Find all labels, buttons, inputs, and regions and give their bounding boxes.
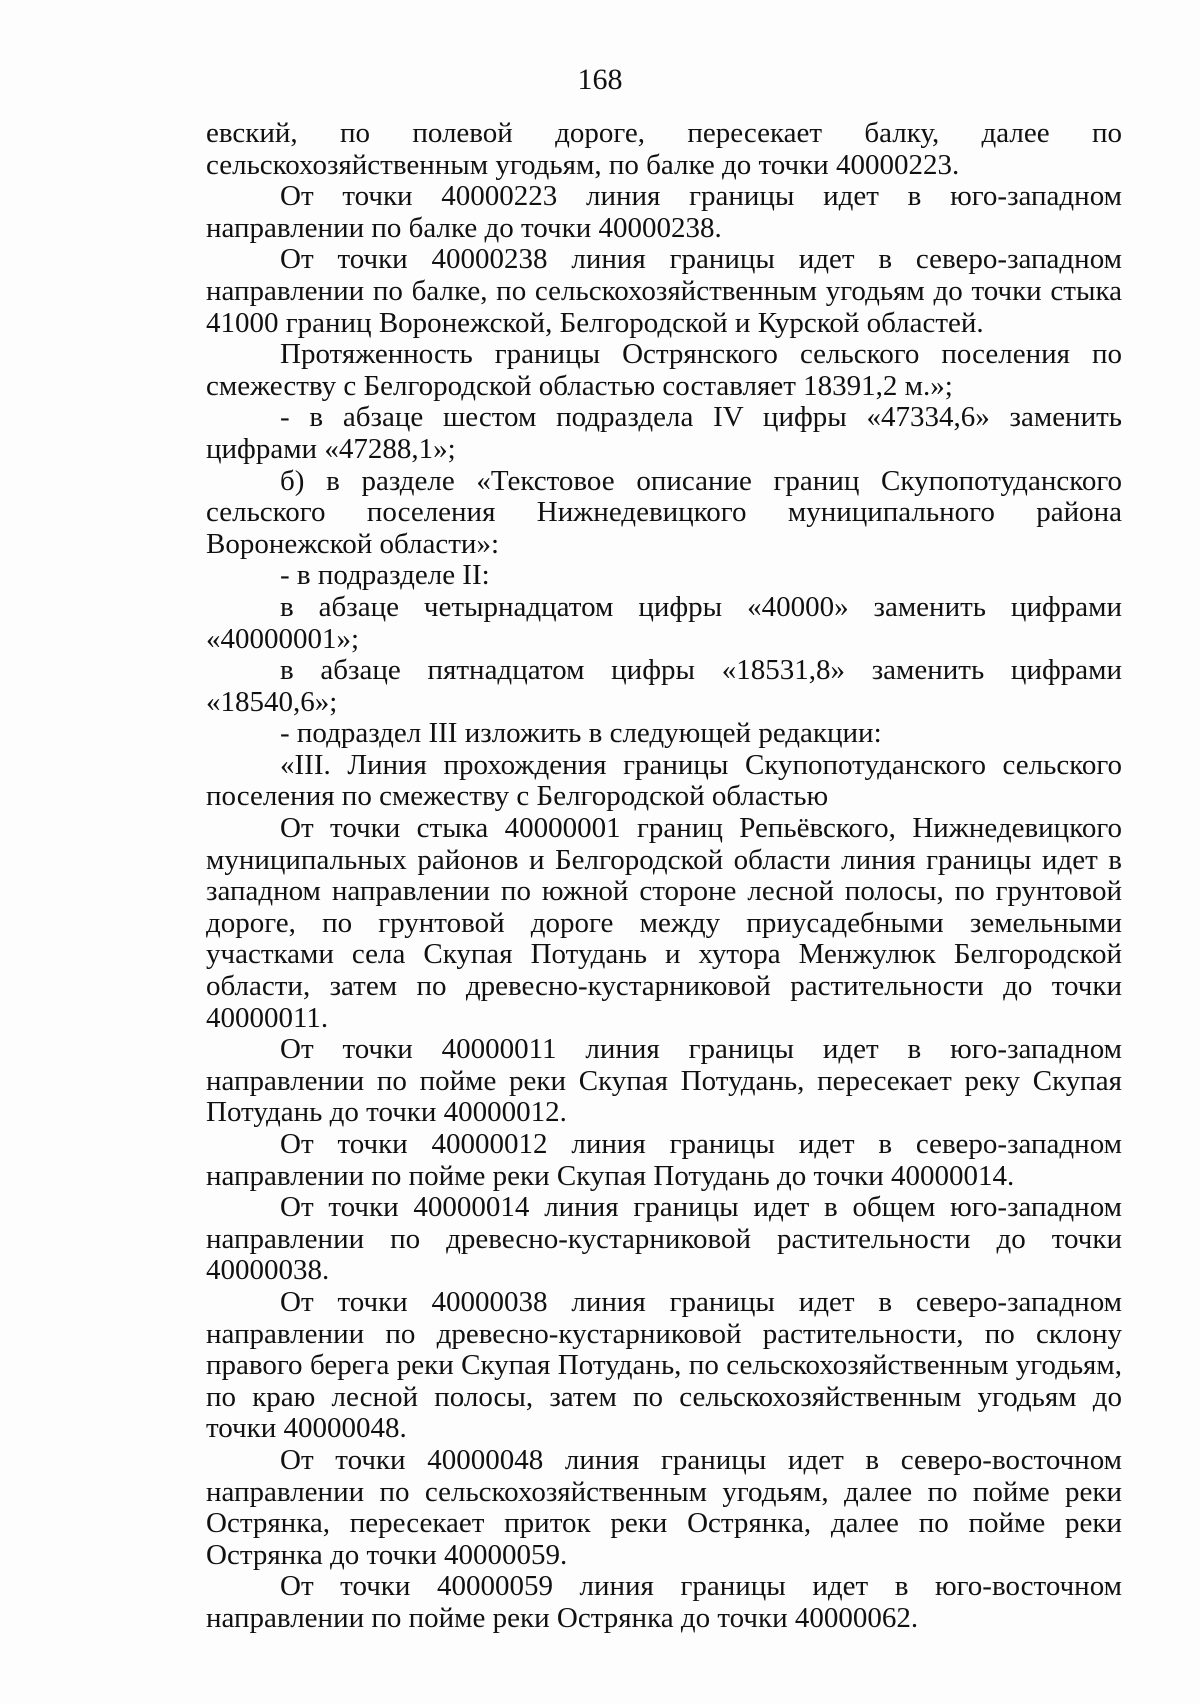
paragraph: Протяженность границы Острянского сельского поселения по смежеству с Белгородской областью составляет 18391,2 м.»; (206, 338, 1122, 402)
paragraph: От точки 40000059 линия границы идет в юго-восточном направлении по пойме реки Острянка до точки 40000062. (206, 1570, 1122, 1634)
paragraph: От точки 40000011 линия границы идет в юго-западном направлении по пойме реки Скупая Потудань, пересекает реку Скупая Потудань до точки 40000012. (206, 1033, 1122, 1129)
paragraph: «III. Линия прохождения границы Скупопотуданского сельского поселения по смежеству с Белгородской областью (206, 748, 1122, 813)
paragraph: в абзаце пятнадцатом цифры «18531,8» заменить цифрами «18540,6»; (206, 654, 1122, 718)
paragraph: От точки 40000048 линия границы идет в северо-восточном направлении по сельскохозяйственным угодьям, далее по пойме реки Острянка, пересекает приток реки Острянка, далее по пойме реки Острянка до точки 40000059. (206, 1443, 1122, 1571)
paragraph: От точки 40000014 линия границы идет в общем юго-западном направлении по древесно-кустарниковой растительности до точки 40000038. (206, 1191, 1122, 1287)
paragraph: в абзаце четырнадцатом цифры «40000» заменить цифрами «40000001»; (206, 590, 1122, 655)
paragraph: От точки 40000012 линия границы идет в северо-западном направлении по пойме реки Скупая Потудань до точки 40000014. (206, 1128, 1122, 1192)
paragraph: От точки стыка 40000001 границ Репьёвского, Нижнедевицкого муниципальных районов и Белгородской области линия границы идет в западном направлении по южной стороне лесной полосы, по грунтовой дороге, по грунтовой дороге между приусадебными земельными участками села Скупая Потудань и хутора Менжулюк Белгородской области, затем по древесно-кустарниковой растительности до точки 40000011. (206, 812, 1122, 1034)
paragraph: От точки 40000223 линия границы идет в юго-западном направлении по балке до точки 40000238. (206, 180, 1122, 244)
document-body (206, 118, 1122, 1635)
paragraph: - подраздел III изложить в следующей редакции: (280, 717, 882, 750)
paragraph: - в подразделе II: (280, 559, 490, 592)
paragraph: От точки 40000238 линия границы идет в северо-западном направлении по балке, по сельскохозяйственным угодьям до точки стыка 41000 границ Воронежской, Белгородской и Курской областей. (206, 243, 1122, 339)
page-number: 168 (577, 63, 623, 96)
paragraph: б) в разделе «Текстовое описание границ Скупопотуданского сельского поселения Нижнедевицкого муниципального района Воронежской области»: (206, 464, 1122, 560)
paragraph: евский, по полевой дороге, пересекает балку, далее по сельскохозяйственным угодьям, по балке до точки 40000223. (206, 117, 1122, 181)
paragraph: - в абзаце шестом подраздела IV цифры «47334,6» заменить цифрами «47288,1»; (206, 401, 1122, 465)
paragraph: От точки 40000038 линия границы идет в северо-западном направлении по древесно-кустарниковой растительности, по склону правого берега реки Скупая Потудань, по сельскохозяйственным угодьям, по краю лесной полосы, затем по сельскохозяйственным угодьям до точки 40000048. (206, 1285, 1122, 1445)
